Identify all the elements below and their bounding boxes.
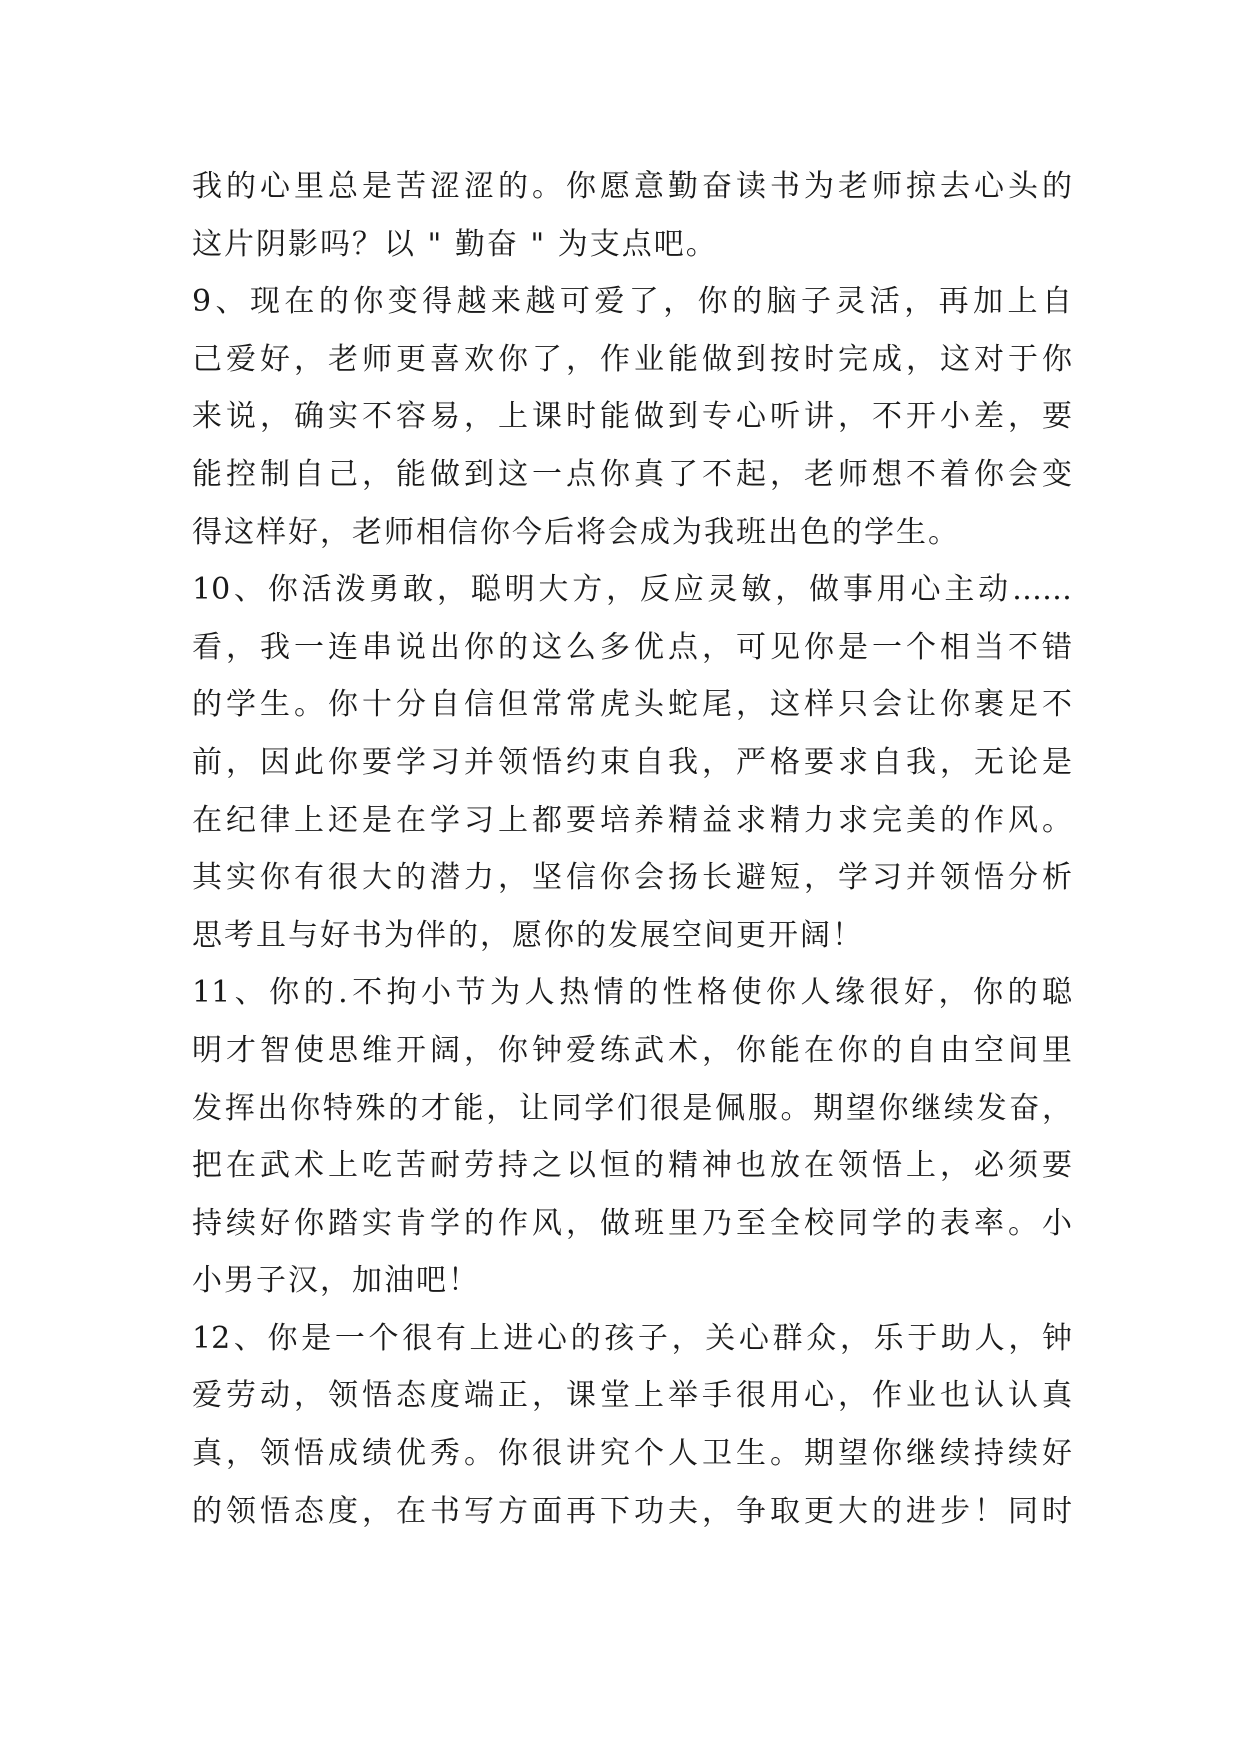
text-line: 的领悟态度，在书写方面再下功夫，争取更大的进步！同时: [192, 1493, 1072, 1529]
document-body: [192, 158, 1072, 1540]
text-line: 小男子汉，加油吧！: [192, 1263, 480, 1299]
text-line: 10、你活泼勇敢，聪明大方，反应灵敏，做事用心主动……: [192, 572, 1072, 608]
text-line: 这片阴影吗？以 " 勤奋 " 为支点吧。: [192, 226, 718, 262]
text-line: 看，我一连串说出你的这么多优点，可见你是一个相当不错: [192, 629, 1072, 665]
text-line: 12、你是一个很有上进心的孩子，关心群众，乐于助人，钟: [192, 1320, 1072, 1356]
text-line: 在纪律上还是在学习上都要培养精益求精力求完美的作风。: [192, 802, 1072, 838]
text-line: 前，因此你要学习并领悟约束自我，严格要求自我，无论是: [192, 744, 1072, 780]
text-line: 我的心里总是苦涩涩的。你愿意勤奋读书为老师掠去心头的: [192, 169, 1072, 204]
text-line: 其实你有很大的潜力，坚信你会扬长避短，学习并领悟分析: [192, 860, 1072, 896]
text-line: 持续好你踏实肯学的作风，做班里乃至全校同学的表率。小: [192, 1205, 1072, 1241]
text-line: 的学生。你十分自信但常常虎头蛇尾，这样只会让你裹足不: [192, 687, 1072, 723]
text-line: 9、现在的你变得越来越可爱了，你的脑子灵活，再加上自: [192, 284, 1072, 320]
text-line: 思考且与好书为伴的，愿你的发展空间更开阔！: [192, 917, 864, 953]
text-line: 发挥出你特殊的才能，让同学们很是佩服。期望你继续发奋，: [192, 1090, 1072, 1126]
text-line: 明才智使思维开阔，你钟爱练武术，你能在你的自由空间里: [192, 1032, 1072, 1068]
text-line: 11、你的.不拘小节为人热情的性格使你人缘很好，你的聪: [192, 975, 1072, 1011]
text-line: 来说，确实不容易，上课时能做到专心听讲，不开小差，要: [192, 399, 1072, 435]
text-line: 把在武术上吃苦耐劳持之以恒的精神也放在领悟上，必须要: [192, 1148, 1072, 1184]
text-line: 得这样好，老师相信你今后将会成为我班出色的学生。: [192, 514, 960, 550]
text-line: 己爱好，老师更喜欢你了，作业能做到按时完成，这对于你: [192, 341, 1072, 377]
text-line: 爱劳动，领悟态度端正，课堂上举手很用心，作业也认认真: [192, 1378, 1072, 1414]
text-line: 能控制自己，能做到这一点你真了不起，老师想不着你会变: [192, 456, 1072, 492]
text-line: 真，领悟成绩优秀。你很讲究个人卫生。期望你继续持续好: [192, 1436, 1072, 1472]
